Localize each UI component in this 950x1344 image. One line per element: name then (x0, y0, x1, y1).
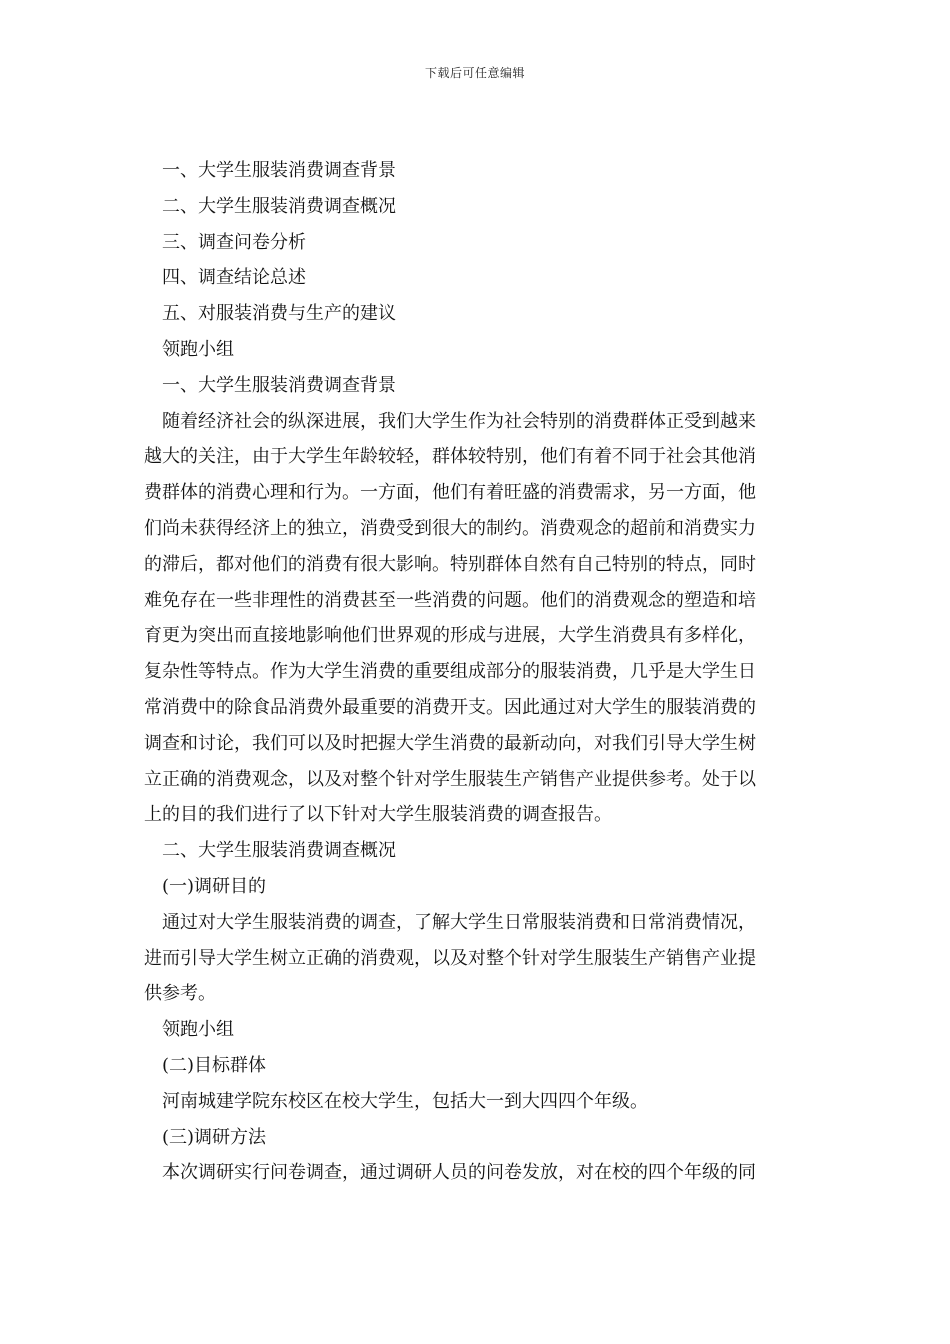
paragraph-line: 本次调研实行问卷调查，通过调研人员的问卷发放，对在校的四个年级的同 (162, 1162, 756, 1184)
paragraph-line: 难免存在一些非理性的消费甚至一些消费的问题。他们的消费观念的塑造和培 (144, 589, 756, 611)
group-label: 领跑小组 (162, 338, 234, 360)
paragraph-line: 上的目的我们进行了以下针对大学生服装消费的调查报告。 (144, 804, 612, 826)
paragraph-line: 进而引导大学生树立正确的消费观，以及对整个针对学生服装生产销售产业提 (144, 947, 756, 969)
document-body (144, 153, 808, 1191)
paragraph-line: 随着经济社会的纵深进展，我们大学生作为社会特别的消费群体正受到越来 (162, 410, 756, 432)
subsection-heading: (三)调研方法 (162, 1126, 267, 1148)
paragraph-line: 育更为突出而直接地影响他们世界观的形成与进展，大学生消费具有多样化， (144, 625, 756, 647)
page-header: 下载后可任意编辑 (424, 66, 525, 80)
toc-item-4: 四、调查结论总述 (162, 267, 306, 289)
paragraph-line: 常消费中的除食品消费外最重要的消费开支。因此通过对大学生的服装消费的 (144, 696, 756, 718)
toc-item-2: 二、大学生服装消费调查概况 (162, 195, 396, 217)
section-heading: 一、大学生服装消费调查背景 (162, 374, 396, 396)
paragraph-line: 供参考。 (144, 983, 216, 1005)
paragraph-line: 河南城建学院东校区在校大学生，包括大一到大四四个年级。 (162, 1090, 648, 1112)
paragraph-line: 的滞后，都对他们的消费有很大影响。特别群体自然有自己特别的特点，同时 (144, 553, 756, 575)
sub1-paragraph (144, 905, 808, 1012)
paragraph-line: 费群体的消费心理和行为。一方面，他们有着旺盛的消费需求，另一方面，他 (144, 482, 756, 504)
section1-paragraph (144, 404, 808, 834)
subsection-heading: (一)调研目的 (162, 875, 267, 897)
toc-item-1: 一、大学生服装消费调查背景 (162, 160, 396, 181)
paragraph-line: 复杂性等特点。作为大学生消费的重要组成部分的服装消费，几乎是大学生日 (144, 661, 756, 683)
group-label: 领跑小组 (162, 1019, 234, 1041)
paragraph-line: 调查和讨论，我们可以及时把握大学生消费的最新动向，对我们引导大学生树 (144, 732, 756, 754)
subsection-heading: (二)目标群体 (162, 1054, 267, 1076)
paragraph-line: 立正确的消费观念，以及对整个针对学生服装生产销售产业提供参考。处于以 (144, 768, 756, 790)
paragraph-line: 们尚未获得经济上的独立，消费受到很大的制约。消费观念的超前和消费实力 (144, 517, 756, 539)
paragraph-line: 越大的关注，由于大学生年龄较轻，群体较特别，他们有着不同于社会其他消 (144, 446, 756, 468)
section-heading: 二、大学生服装消费调查概况 (162, 840, 396, 862)
toc-item-5: 五、对服装消费与生产的建议 (162, 303, 396, 325)
toc-item-3: 三、调查问卷分析 (162, 231, 306, 253)
paragraph-line: 通过对大学生服装消费的调查，了解大学生日常服装消费和日常消费情况， (162, 911, 756, 933)
